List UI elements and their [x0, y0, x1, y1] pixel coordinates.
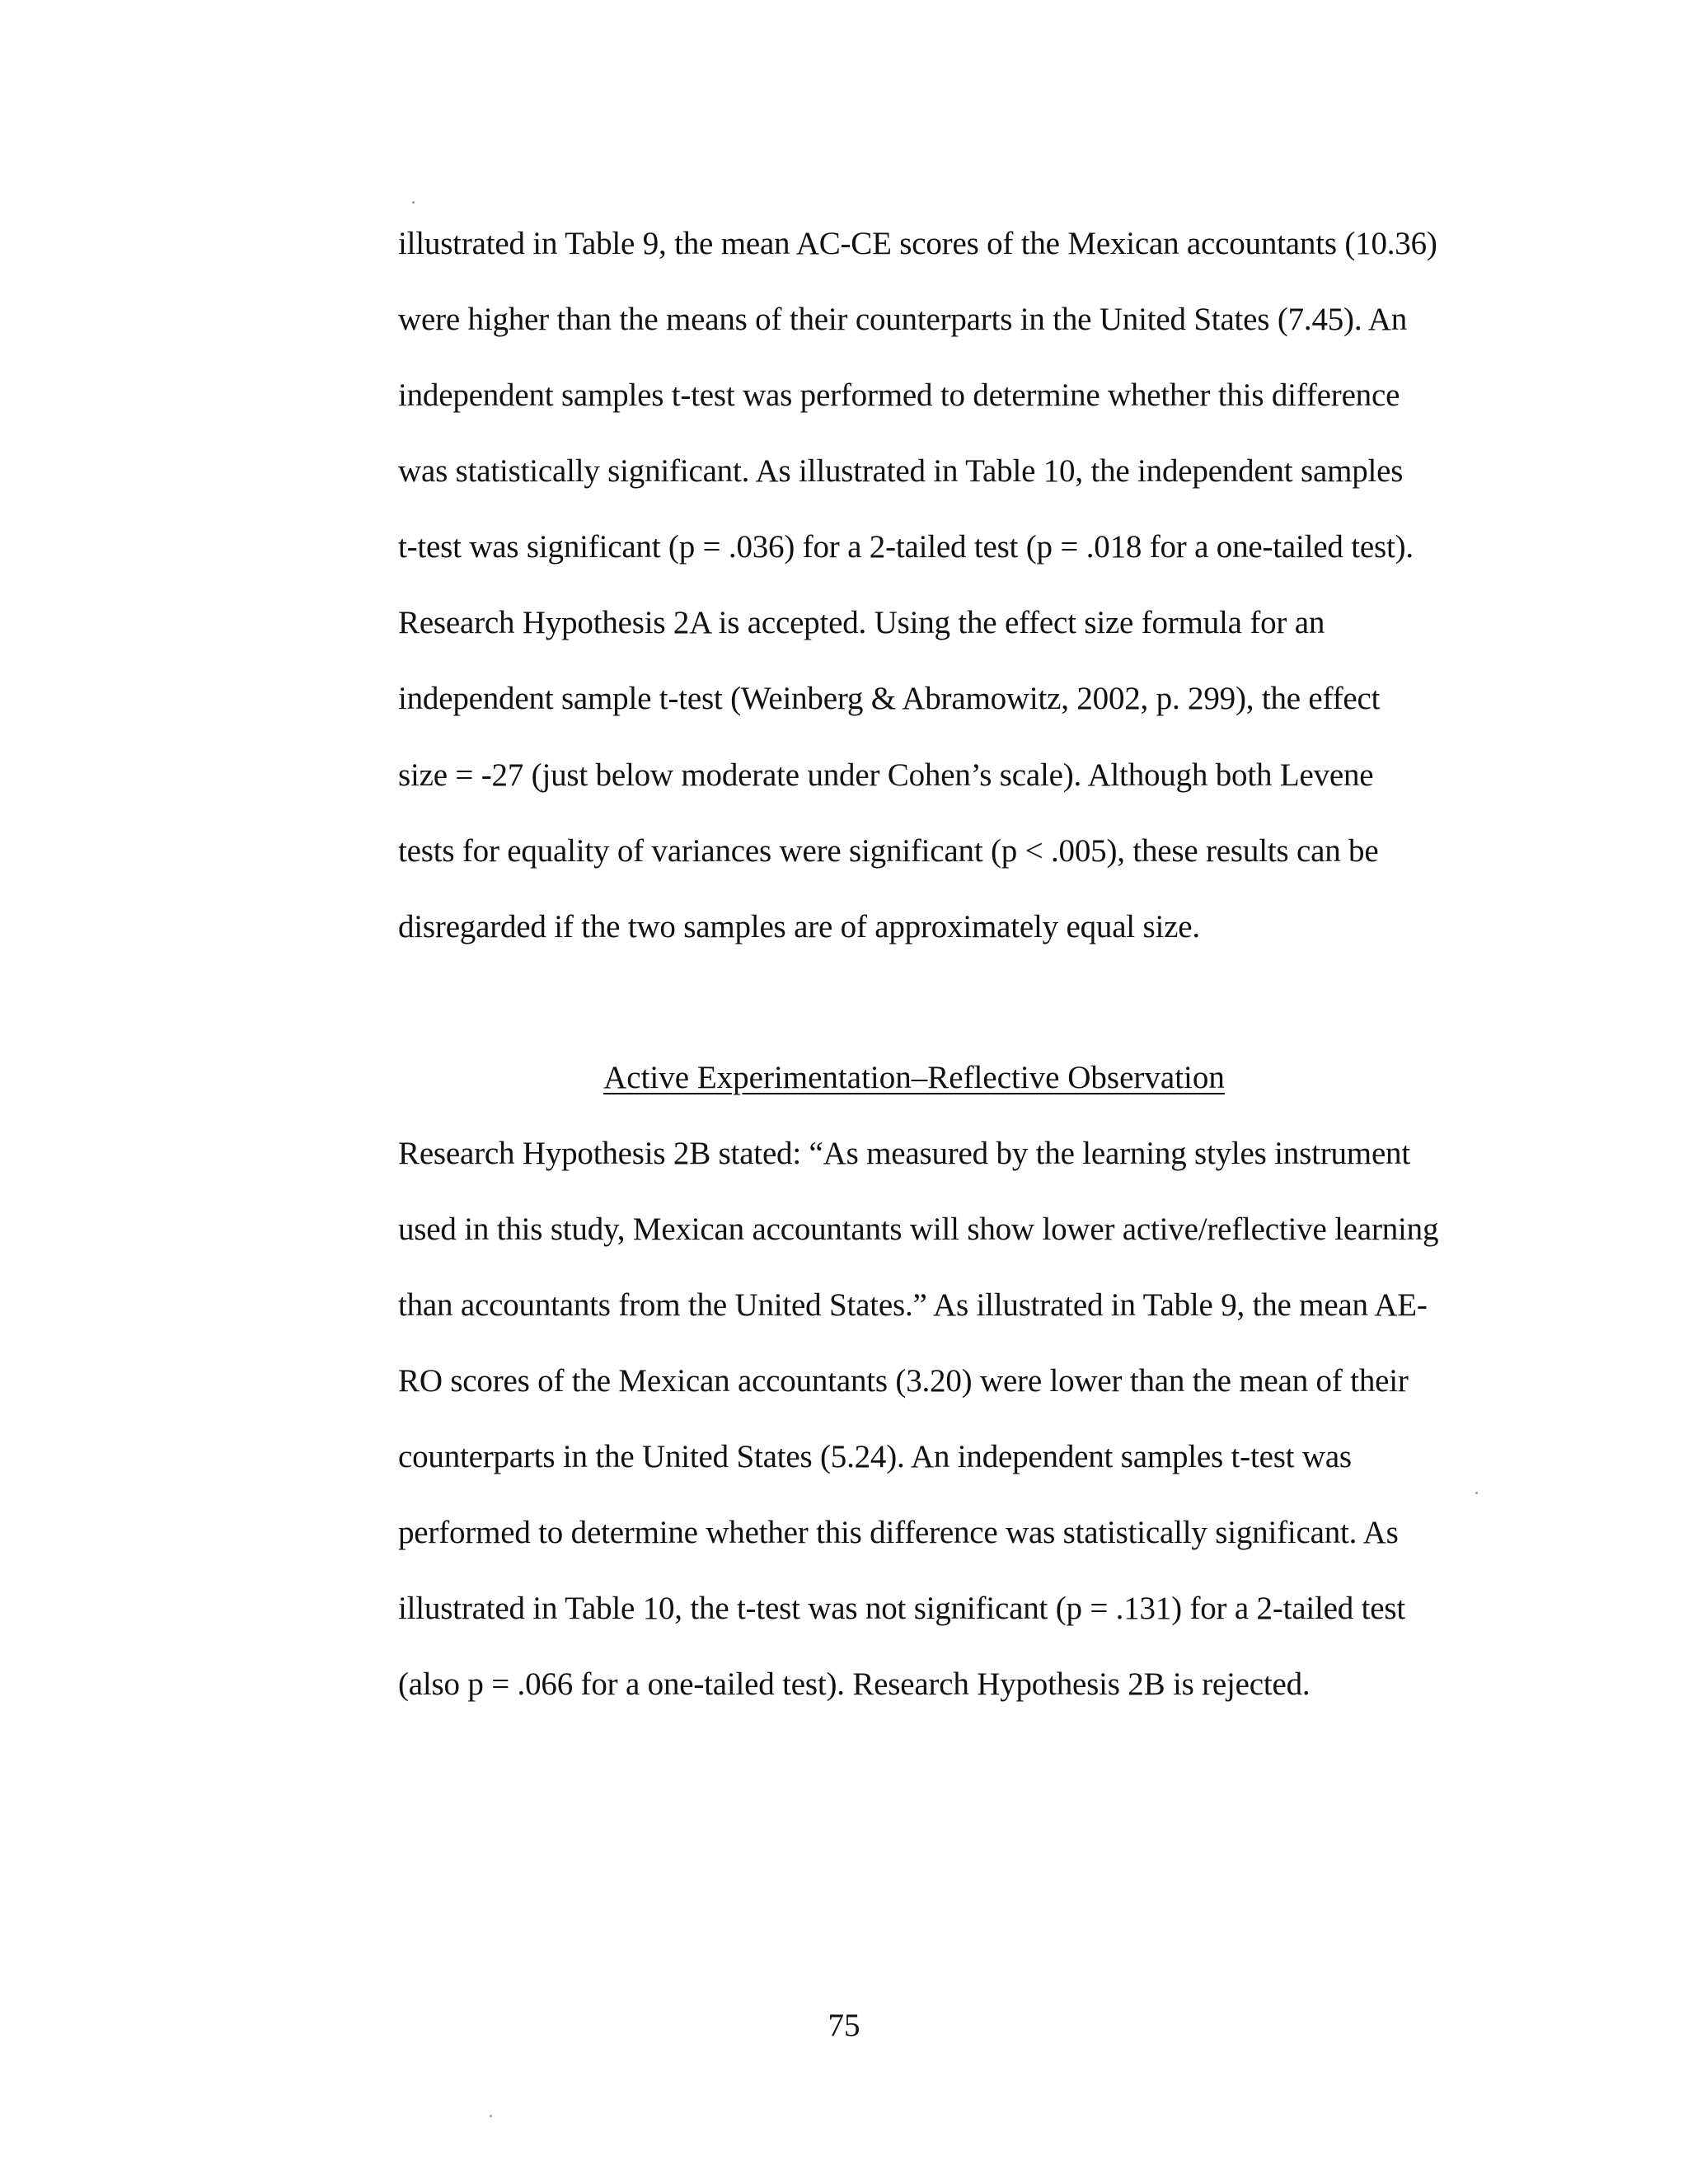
paragraph-1-line-9: tests for equality of variances were significant (p < .005), these results can be — [398, 833, 1379, 869]
paragraph-2-line-7: illustrated in Table 10, the t-test was not significant (p = .131) for a 2-tailed test — [398, 1591, 1405, 1626]
paragraph-1-line-5: t-test was significant (p = .036) for a 2-tailed test (p = .018 for a one-tailed test). — [398, 529, 1414, 565]
section-heading-text: Active Experimentation–Reflective Observation — [603, 1060, 1225, 1095]
paragraph-1-line-1: illustrated in Table 9, the mean AC-CE scores of the Mexican accountants (10.36) — [398, 226, 1437, 261]
paragraph-1-line-8: size = -27 (just below moderate under Cohen’s scale). Although both Levene — [398, 757, 1374, 793]
paragraph-2-line-1: Research Hypothesis 2B stated: “As measured by the learning styles instrument — [398, 1136, 1410, 1171]
paragraph-2-line-5: counterparts in the United States (5.24). An independent samples t-test was — [398, 1439, 1352, 1474]
paragraph-1-line-7: independent sample t-test (Weinberg & Abramowitz, 2002, p. 299), the effect — [398, 681, 1381, 716]
paragraph-2-line-2: used in this study, Mexican accountants will show lower active/reflective learning — [398, 1212, 1439, 1247]
page-number: 75 — [828, 2008, 860, 2043]
scan-speck — [412, 201, 415, 204]
paragraph-1-line-3: independent samples t-test was performed to determine whether this difference — [398, 377, 1400, 413]
scan-speck — [1475, 1492, 1478, 1494]
paragraph-2-line-4: RO scores of the Mexican accountants (3.20) were lower than the mean of their — [398, 1363, 1409, 1399]
paragraph-1-line-2: were higher than the means of their counterparts in the United States (7.45). An — [398, 302, 1408, 337]
scan-speck — [490, 2115, 492, 2117]
paragraph-1-line-6: Research Hypothesis 2A is accepted. Using the effect size formula for an — [398, 605, 1325, 640]
paragraph-2-line-8: (also p = .066 for a one-tailed test). Research Hypothesis 2B is rejected. — [398, 1666, 1311, 1702]
section-heading — [0, 1058, 1688, 1098]
paragraph-2-line-6: performed to determine whether this difference was statistically significant. As — [398, 1515, 1399, 1550]
paragraph-1-line-4: was statistically significant. As illustrated in Table 10, the independent samples — [398, 453, 1404, 489]
paragraph-1-line-10: disregarded if the two samples are of approximately equal size. — [398, 909, 1200, 944]
paragraph-2-line-3: than accountants from the United States.” As illustrated in Table 9, the mean AE- — [398, 1287, 1428, 1323]
